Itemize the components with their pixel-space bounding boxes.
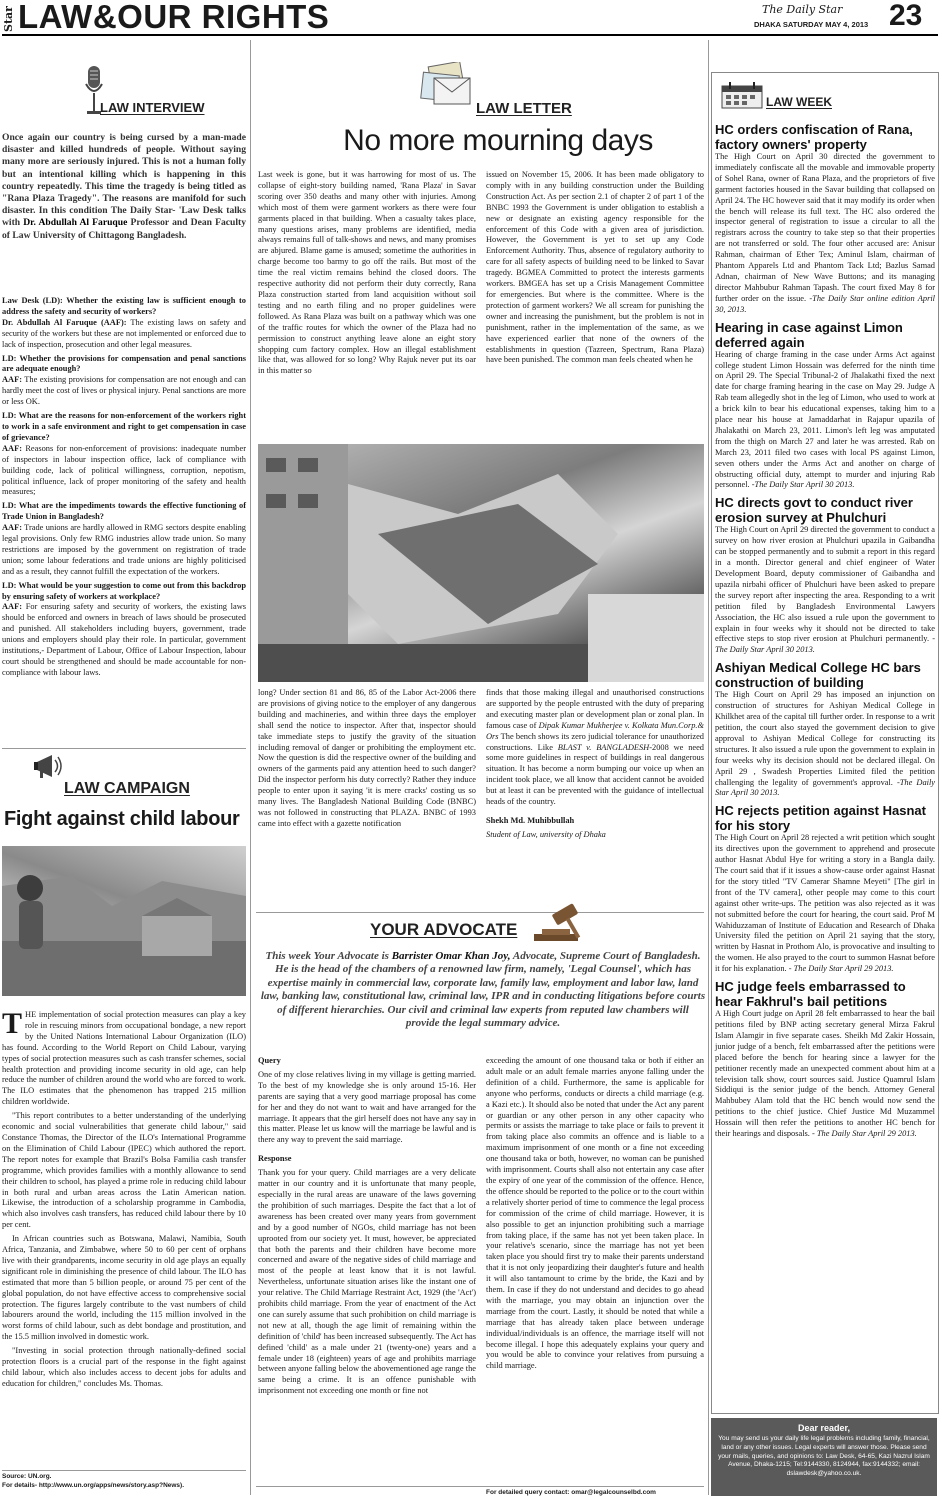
label-law-campaign: LAW CAMPAIGN xyxy=(64,780,190,797)
qa-answer-label: AAF: xyxy=(2,602,23,612)
query-label: Query xyxy=(258,1056,281,1065)
masthead xyxy=(2,0,938,36)
label-law-letter: LAW LETTER xyxy=(476,100,572,117)
advocate-intro-text: This week Your Advocate is xyxy=(265,950,389,962)
law-week-source: -The Daily Star online edition April 30, 2013. xyxy=(715,293,935,314)
gavel-icon xyxy=(528,902,592,944)
law-week-headline: HC judge feels embarrassed to hear Fakhrul's bail petitions xyxy=(715,979,906,1010)
response-label: Response xyxy=(258,1154,292,1164)
collapse-photo xyxy=(258,444,704,682)
advocate-col-2: exceeding the amount of one thousand taka or both if either an adult male or an adult female marries anyone falling under the definition of a child. Furthermore, the same is applicable for anyone who performs, conducts or directs a child marriage (e.g. a Kazi etc.). It should also be noted that under the Act any parent or guardian or any other person in any other capacity who permits or assists the marriage to take place or fails to prevent it from taking place also commits an offence and is liable to a maximum imprisonment of one month or a fine not exceeding one thousand taka or both, however, no woman can be punished with imprisonment. Courts shall also not entertain any case after the expiry of one year of the commission of the offence. Hence, the offence should be reported to the police or to the court within a relatively shorter period of time to commence the legal process for commission of the crime of child marriage. However, it is also possible to get an injunction prohibiting such a marriage from taking place, if the same has not yet been taken place. In your relative's scenario, since the marriage has not yet been taken place you should first try to make their parents understand that it is not only jeopardizing their daughter's future and health it will also tantamount to crime by the bride, the Kazi and by them. In case if they do not understand and decides to go ahead with the marriage, you may obtain an injunction over the marriage from the court. Lastly, it should be noted that while a marriage that has already taken place between underage individual/individuals is an offence, the marriage itself will not become illegal. I hope this adequately explains your query and you would be able to convince your relatives from pursuing a child marriage. xyxy=(486,1056,704,1371)
law-week-body xyxy=(715,833,935,975)
letter-author-title: Student of Law, university of Dhaka xyxy=(486,829,606,839)
qa-answer: Reasons for non-enforcement of provisions: inadequate number of inspectors in labour inspection office, lack of compliance with building code, lack of political willingness, corruption, nepotism, political influence, lack of proper monitoring of the safety and health measures; xyxy=(2,443,246,497)
reader-box xyxy=(711,1418,937,1496)
label-your-advocate: YOUR ADVOCATE xyxy=(370,920,518,939)
advocate-contact: For detailed query contact: omar@legalcounselbd.com xyxy=(486,1489,656,1496)
query-text: One of my close relatives living in my village is getting married. To the best of my knowledge she is only around 15-16. Her parents are saying that a very good marriage proposal has come for her and they do not want to wait and have arranged for the marriage. It appears that the girl herself does not have any say in this matter. Please let us know will the marriage be lawful and is there any way to prevent the said marriage. xyxy=(258,1069,476,1145)
letter-col-4 xyxy=(486,688,704,844)
letter-col-1: Last week is gone, but it was harrowing for most of us. The collapse of eight-story building named, 'Rana Plaza' in Savar scoring over 350 deaths and many other with injuries. Among which most of them were garment workers as there were four garments placed in that building. When a casualty takes place, many questions arises, many problems are identified, media always remains full of talk-shows and news, and many promises are abjured. Blame game is amused; sometime the authorities in charge become too barmy to go off the rails. But most of the time the real victim remains behind the closed doors. The respective authority did not perform their duty correctly, Rana Plaza construction started from land acquisition without soil testing and no earth filing and no proper guidelines were followed. As Rana Plaza was built on a pathway which was one of the traffic routes for which the owner of the Plaza had no permission to construct anything leave alone an eight story shopping cum factory complex. How an illegal establishment like that, was allowed for so long? Why Rajuk never put its oar in this matter so xyxy=(258,170,476,376)
divider xyxy=(2,1470,246,1471)
campaign-para: "This report contributes to a better understanding of the underlying economic and social vulnerabilities that generate child labour," said Constance Thomas, the Director of the ILO's International Programme on the Elimination of Child Labour (IPEC) which authored the report. The report notes for example that Brazil's Bolsa Familia cash transfer programme, which provides families with a monthly allowance to send their children to school, has played a prime role in reducing child labour in both rural and urban areas across the Latin American nation. Likewise, the introduction of a scholarship programme in Cambodia, which also involves cash transfers, has reduced child labour there by 10 per cent. xyxy=(2,1111,246,1230)
divider xyxy=(2,748,246,749)
interview-intro xyxy=(2,132,246,242)
qa-answer: The existing provisions for compensation are not enough and can hardly meet the cost of lives or physical injury. Penal sanctions are more or less OK. xyxy=(2,375,246,407)
law-week-body xyxy=(715,152,935,316)
qa-answer: For ensuring safety and security of workers, the existing laws should be enforced and owners in breach of laws should be prosecuted and punished. All stakeholders including buyers, government, trade unions and employers should play their role. In particular, government institutions,- Department of Labour, Office of Labour Inspection, labour court should be strengthened and should be made accountable for non-compliance with labour laws. xyxy=(2,602,247,677)
column-rule xyxy=(250,40,251,1495)
law-week-body-text: A High Court judge on April 28 felt embarrassed to hear the bail petitions filed by BNP acting secretary general Mirza Fakrul Islam Alamgir in five separate cases. Sheikh Md Zakir Hossain, junior judge of a bench, felt embarrassed after the petitions were placed before the bench for hearing since a lawyer for the petitioner recently made an unexpected comment about him at a television talk show, court sources said. Justice Quamrul Islam Siddiqui is the senior judge of the bench. Attorney General Mahbubey Alam told that the HC bench would now send the petitions to the chief justice. Chief Justice Md Muzammel Hossain will then refer the petitions to another HC bench for their hearings and disposals. xyxy=(715,1009,935,1139)
law-week-headline: Ashiyan Medical College HC bars construction of building xyxy=(715,660,921,691)
advocate-col-1 xyxy=(258,1056,476,1400)
paper-name: The Daily Star xyxy=(762,3,843,16)
page-number: 23 xyxy=(889,0,923,32)
letter-headline: No more mourning days xyxy=(343,124,653,157)
section-title: LAW&OUR RIGHTS xyxy=(18,0,330,35)
dateline: DHAKA SATURDAY MAY 4, 2013 xyxy=(754,20,869,29)
qa-question: LD: Whether the provisions for compensation and penal sanctions are adequate enough? xyxy=(2,353,246,374)
law-week-headline: Hearing in case against Limon deferred again xyxy=(715,319,903,350)
law-week-item xyxy=(715,495,935,656)
campaign-para: In African countries such as Botswana, Malawi, Namibia, South Africa, Tanzania, and Zimbabwe, where 50 to 60 per cent of orphans live with their grandparents, income security in old age plays an equally significant role in diminishing the presence of child labour. The ILO has estimated that more than 5 billion people, or around 75 per cent of the global population, do not have effective access to comprehensive social protection. The figures largely contribute to the vast numbers of child labourers around the world, including the 115 million involved in the worst forms of child labour, such as debt bondage and prostitution, and the 15.5 million involved in domestic work. xyxy=(2,1234,246,1342)
column-rule xyxy=(708,40,709,1495)
law-week-source: -The Daily Star April 30 2013. xyxy=(751,480,855,490)
star-vertical-mark: Star xyxy=(2,6,15,32)
law-week-body xyxy=(715,690,935,799)
letter-col-4-text: -2008 we need some more guidelines in respect of buildings in real dangerous situation. It has become a norm bumping our voice up when an incident took place, we all know that accident cannot be avoided but at least it can be prevented with the guidance of intellectual heads of the country. xyxy=(486,742,704,807)
qa-question: LD: What would be your suggestion to come out from this backdrop by ensuring safety of workers at workplace? xyxy=(2,580,246,601)
child-labour-photo xyxy=(2,846,246,996)
reader-box-body: You may send us your daily life legal problems including family, financial, land or any other issues. Legal experts will answer those. Please send your mails, queries, and opinions to: Law Desk, 64-65, Kazi Nazrul Islam Avenue, Dhaka-1215; Tel:9144330, 8124944, fax:9144332; email: dslawdesk@yahoo.co.uk. xyxy=(718,1435,930,1478)
qa-question: LD: What are the reasons for non-enforcement of the workers right to work in a safe environment and right to get compensation in case of grievance? xyxy=(2,411,246,442)
law-week-body xyxy=(715,525,935,656)
qa-item xyxy=(2,581,246,679)
law-week-body xyxy=(715,1009,935,1140)
campaign-body xyxy=(2,1007,246,1393)
calendar-icon xyxy=(720,80,766,110)
interview-intro-text: Once again our country is being cursed by a man-made disaster and killed hundreds of people. Without saying many more are seriously injured. This is not a human folly but an intentional killing which is happening in this country repeatedly. This time the tragedy is being titled as "Rana Plaza Tragedy". The reasons are manifold for such disaster. In this condition The Daily Star- 'Law Desk talks with xyxy=(2,132,246,229)
qa-answer-label: AAF: xyxy=(2,443,23,453)
law-week-item xyxy=(715,660,935,799)
letter-col-4-text: The bench shows its zero judicial tolerance for unauthorized constructions. Like xyxy=(486,731,704,752)
case-citation: BLAST v. BANGLADESH xyxy=(557,742,650,752)
law-week-headline: HC rejects petition against Hasnat for his story xyxy=(715,803,926,834)
response-text: Thank you for your query. Child marriages are a very delicate matter in our country and it is unfortunate that many people, especially in the rural areas are unaware of the laws governing the prohibition of such marriages. Despite the fact that a lot of awareness has been created over many years from government and by a good number of NGOs, child marriage has not been uprooted from our society yet. It must, however, be appreciated that both the parents and their children have become more concerned and aware of the negative sides of child marriage and most of the people at least know that it is not lawful. Nevertheless, unfortunate situation arises like the instant one of your relative. The Child Marriage Restraint Act, 1929 (the 'Act') prohibits child marriage. From the year of enactment of the Act one can surely assume that such prohibition on child marriage is not new at all, though the age limit of remaining within the definition of 'child' has been increased subsequently. The Act has defined 'child' as a male under 21 (twenty-one) years and a female under 18 (eighteen) years of age and prohibits marriage between anyone falling below the abovementioned age range the same being a crime. It is an offence punishable with imprisonment not exceeding one month or fine not xyxy=(258,1168,476,1396)
qa-answer: Trade unions are hardly allowed in RMG sectors despite enabling legal provisions. Only few RMG industries allow trade union. So many restrictions are imposed by the government on registration of trade union; some labour federations and trade unions are highly politicised and as a result, they cannot fulfill the expectation of the workers. xyxy=(2,523,246,576)
qa-question: LD: What are the impediments towards the effective functioning of Trade Union in Bangladesh? xyxy=(2,501,246,522)
law-week-headline: HC orders confiscation of Rana, factory owners' property xyxy=(715,122,913,152)
letters-icon xyxy=(412,62,474,110)
law-week-source: - The Daily Star April 29 2013. xyxy=(788,964,894,974)
letter-author: Shekh Md. Muhibbullah xyxy=(486,815,575,825)
law-week-body-text: The High Court on April 29 directed the government to conduct a survey on how river erosion at Phulchuri upazila in Gaibandha can be stopped permanently and to submit a report in this regard in a month. Director general and chief engineer of Water Development Board, deputy commissioner of Gaibandha and upazila nirbahi officer of Phulchuri have been asked to prepare the survey report after inspecting the area. Responding to a writ petition filed by Bangladesh Environmental Lawyers Association, the HC also issued a rule upon the government to explain in four weeks why it should not be directed to take effective steps to stop river erosion at Phulchuri permanently. xyxy=(715,525,935,644)
law-week-item xyxy=(715,979,935,1140)
law-week-headline: HC directs govt to conduct river erosion survey at Phulchuri xyxy=(715,495,913,526)
interview-intro-tail: Professor and Dean Faculty of Law University of Chittagong Bangladesh. xyxy=(2,217,247,241)
letter-col-3: long? Under section 81 and 86, 85 of the Labor Act-2006 there are provisions of giving notice to the employer of any dangerous building and machineries, and within three days the employer shall send the notice to inspector. After that, inspector should take immediate steps to justify the gravity of the situation including removal of danger or prohibiting the employment etc. Now the question is did the respective owner of the building and owners of the garments paid any attention heed to such danger? Did the inspector perform his duty correctly? Rather they induce people to enter upon it saying 'it is mere cracks' costing us so many lives. The Bangladesh National Building Code (BNBC) was not followed in constructing that PLAZA. BNBC of 1993 came into effect with a gazette notification xyxy=(258,688,476,828)
interview-qa xyxy=(2,296,246,682)
advocate-intro-text: Advocate, Supreme Court of Bangladesh. He is the head of the chambers of a renowned law firm, namely, 'Legal Counsel', which has expertise mainly in commercial law, corporate law, family law, employment and labor law, land law, banking law, constitutional law, criminal law, IPR and in conducting litigations before courts of different hierarchies. Our civil and criminal law experts from reputed law chambers will provide the legal summary advice. xyxy=(260,950,706,1030)
campaign-headline: Fight against child labour xyxy=(4,808,240,830)
letter-col-4-text: finds that those making illegal and unauthorised constructions are supported by the people entrusted with the duty of preparing and executing master plan or development plan or zonal plan. In famous case of xyxy=(486,688,704,730)
letter-col-2: issued on November 15, 2006. It has been made obligatory to comply with in any building construction under the Building Construction Act. As per section 2.1 of chapter 2 of part 1 of the BNBC 1993 the Government is under obligation to establish a new or designate an existing agency responsible for the enforcement of this Code with a given area of jurisdiction. However, the Government is yet to set up any Code Enforcement Authority. Thus, absence of regulatory authority to care for all safety aspects of building need to be linked to Savar tragedy. BGMEA Committed to protect the interests garments workers. BMGEA has set up a Crisis Management Committee for emergencies. But where is the committee. Where is the protection of garment workers? We all scream for punishing the owner and increasing the punishment, but the problem is not in punishment, rather in the implementation of the same, as we have experienced earlier that none of the owners of the establishments in question (Tazreen, Spectrum, Rana Plaza) have been punished. The common man feels cheated when he xyxy=(486,170,704,365)
qa-answer-label: Dr. Abdullah Al Faruque (AAF): xyxy=(2,317,127,327)
qa-answer-label: AAF: xyxy=(2,375,23,385)
divider xyxy=(256,1486,704,1487)
campaign-para-text: HE implementation of social protection measures can play a key role in rescuing minors from occupational bondage, a new report by the United Nations International Labour Organization (ILO) has found. According to the World Report on Child Labour, varying types of social protection measures such as cash transfer schemes, social health protection and providing income security in old age, can help reduce the number of children around the world who are forced to work. The ILO estimates that the phenomenon has trapped 215 million children worldwide. xyxy=(2,1010,246,1107)
qa-answer: The existing laws on safety and security of the workers but these are not implemented or enforced due to lack of inspection, prosecution and other legal measures. xyxy=(2,317,246,349)
letter-col-4-para xyxy=(486,688,704,808)
law-week-source: - The Daily Star April 30 2013. xyxy=(715,634,935,655)
law-week-body-text: The High Court on April 30 directed the government to immediately confiscate all the movable and immovable property of Sohel Rana, owner of Rana Plaza, and the proprietors of five garment factories housed in the Savar building that collapsed on April 24. The HC however said that it may modify its order when the bench will release its full text. The HC also ordered the inspector general of registration to issue a circular to all the registrars across the country to take step so that their properties are not transferred or sold. The four other accused are: Anisur Rahman, chairman of Ether Tex; Aminul Islam, chairman of Phantom Apparels Ltd and Phantom Tack Ltd; Bazlus Samad Adnan, chairman of New Wave Buttons; and its managing director Mahbubur Rahman Tapash. The court fixed May 8 for further order on the issue. xyxy=(715,152,935,303)
campaign-para: "Investing in social protection through nationally-defined social protection floors is a crucial part of the response in the fight against child labour, which also includes access to decent jobs for adults and education for children," concludes Ms. Thomas. xyxy=(2,1346,246,1388)
qa-item xyxy=(2,296,246,351)
dropcap: T xyxy=(2,1007,23,1040)
law-week-item xyxy=(715,122,935,316)
label-law-interview: LAW INTERVIEW xyxy=(100,100,205,115)
law-week-body-text: The High Court on April 28 rejected a writ petition which sought its directives upon the government to apprehend and prosecute author Hasnat Abdul Hye for writing a story in a Bangla daily. The court said that if it issues a show-cause order against Hasnat for the story titled "TV Camerar Shamne Meyeti" [The girl in front of the TV camera], other people may come to this court against other write-ups. The petition was also rejected as it was not submitted before the court for hearing, the court said. Prof M Wahiduzzaman of Institute of Education and Research of Dhaka University filed the petition on April 21 saying that the story, written by Hasnat in Prothom Alo, is provocative and insulting to the women. He also prayed to the court to summon Hasnat before it for his explanation. xyxy=(715,833,936,974)
qa-answer-label: AAF: xyxy=(2,523,23,533)
law-week-source: -The Daily Star April 30 2013. xyxy=(715,777,936,798)
law-week-body-text: The High Court on April 29 has imposed an injunction on construction of structures for Ashiyan Medical College in Khilkhet area of the capital till further order. In response to a writ petition, the court also stayed the government decision to give approval to Ashiyan Medical College for constructing its structures. It also issued a rule upon the government to explain in four weeks why its decision should not be declared illegal. On April 29 , Swadesh Properties Limited filed the petition challenging the legality of government's approval. xyxy=(715,690,935,787)
megaphone-icon xyxy=(34,752,64,780)
campaign-para xyxy=(2,1007,246,1108)
advocate-intro xyxy=(260,950,706,1030)
divider xyxy=(256,912,704,913)
qa-item xyxy=(2,354,246,409)
law-week-item xyxy=(715,803,935,975)
reader-box-title: Dear reader, xyxy=(797,1423,851,1433)
law-week-body xyxy=(715,350,935,492)
law-week-list xyxy=(715,122,935,1144)
case-citation: Dipak Kumar Mukherjee v. Kolkata Mun.Corp.& Ors xyxy=(486,720,705,741)
qa-item xyxy=(2,411,246,498)
label-law-week: LAW WEEK xyxy=(766,95,832,109)
advocate-name: Barrister Omar Khan Joy, xyxy=(391,950,511,962)
interview-name: Dr. Abdullah Al Faruque xyxy=(23,217,128,229)
qa-question: Law Desk (LD): Whether the existing law is sufficient enough to address the safety and security of workers? xyxy=(2,296,246,316)
campaign-source: Source: UN.org. xyxy=(2,1473,52,1480)
law-week-source: - The Daily Star April 29 2013. xyxy=(812,1129,917,1139)
law-week-body-text: Hearing of charge framing in the case under Arms Act against college student Limon Hossain was deferred for the ninth time on April 29. The Special Tribunal-2 of Jhalakathi fixed the next date for charge framing hearing in the case on May 29. Judge A Rab team allegedly shot in the leg of Limon, who used to work at a brick kiln to bear his educational expenses, taking him to a place near his house at Jamaddarhat in Rajapur upazila of Jhalakathi on March 23, 2011. Limon's left leg was amputated from the thigh on March 27 and later he was arrested. Rab on March 23, 2011 filed two cases with local PS against Limon, seven others under the Arms Act and another on charge of obstructing official duty, attempt to murder and injuring Rab personnel. xyxy=(715,349,935,490)
law-week-item xyxy=(715,320,935,492)
campaign-details: For details- http://www.un.org/apps/news/story.asp?News). xyxy=(2,1482,185,1489)
qa-item xyxy=(2,501,246,577)
